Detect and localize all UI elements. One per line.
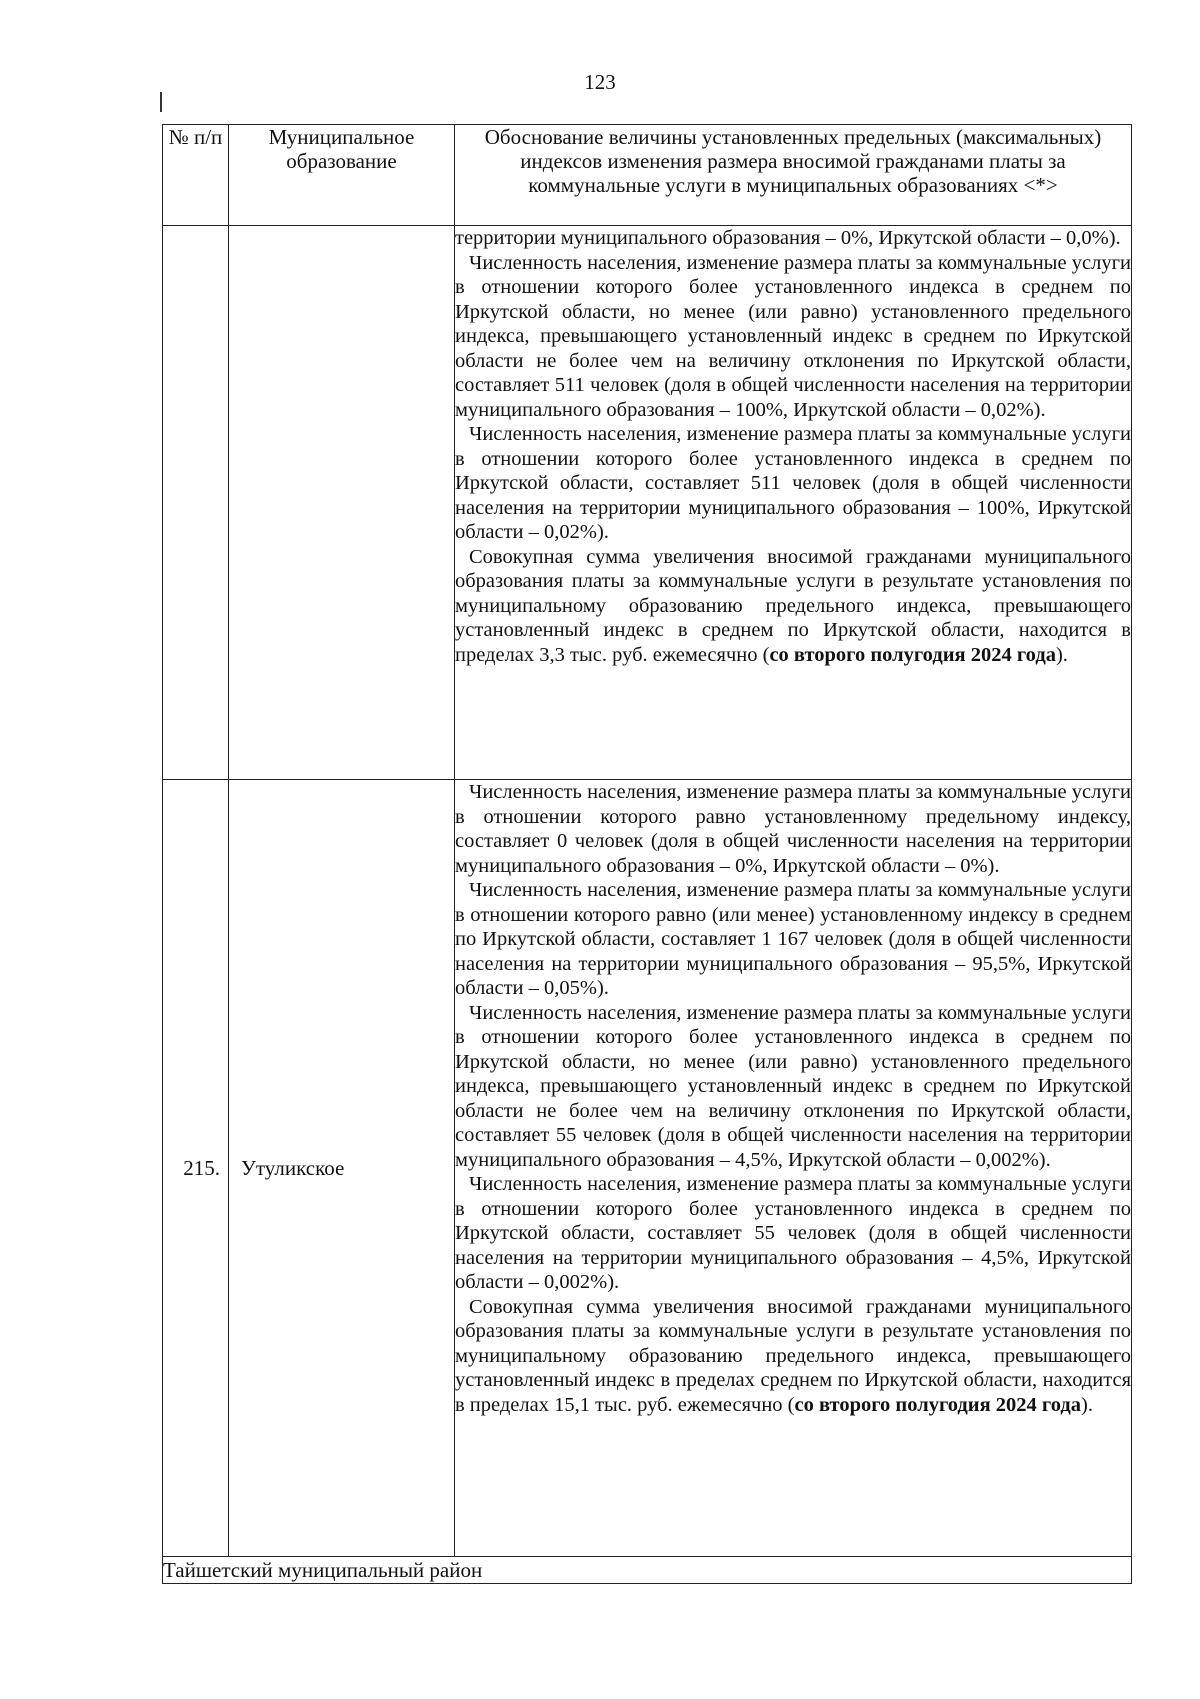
table-header-row [163,125,1132,226]
summary-period: со второго полугодия 2024 года [769,643,1056,666]
header-municipality: Муниципальное образование [229,125,455,226]
district-name: Тайшетский муниципальный район [163,1557,1132,1584]
header-justification: Обоснование величины установленных предельных (максимальных) индексов изменения размера вносимой гражданами платы за коммунальные услуги в муниципальных образованиях <*> [455,125,1132,226]
summary-text: Совокупная сумма увеличения вносимой гражданами муниципального образования платы за коммунальные услуги в результате установления по муниципальному образованию предельного индекса, превышающего установленный индекс в среднем по Иркутской области, находится в пределах 3,3 тыс. руб. ежемесячно ( [455,545,1131,666]
district-row [163,1557,1132,1584]
page-number: 123 [584,70,616,94]
row-justification [455,226,1132,780]
summary-paragraph [455,1295,1131,1418]
paragraph: Численность населения, изменение размера платы за коммунальные услуги в отношении которого более установленного индекса в среднем по Иркутской области, но менее (или равно) установленного предельного индекса, превышающего установленный индекс в среднем по Иркутской области не более чем на величину отклонения по Иркутской области, составляет 511 человек (доля в общей численности населения на территории муниципального образования – 100%, Иркутской области – 0,02%). [455,251,1131,421]
row-municipality [229,226,455,780]
summary-paragraph [455,545,1131,668]
summary-end: ). [1081,1393,1093,1416]
row-justification [455,780,1132,1557]
paragraph: Численность населения, изменение размера платы за коммунальные услуги в отношении которого более установленного индекса в среднем по Иркутской области, но менее (или равно) установленного предельного индекса, превышающего установленный индекс в среднем по Иркутской области не более чем на величину отклонения по Иркутской области, составляет 55 человек (доля в общей численности населения на территории муниципального образования – 4,5%, Иркутской области – 0,002%). [455,1001,1131,1171]
table-row [163,226,1132,780]
paragraph: Численность населения, изменение размера платы за коммунальные услуги в отношении которого более установленного индекса в среднем по Иркутской области, составляет 55 человек (доля в общей численности населения на территории муниципального образования – 4,5%, Иркутской области – 0,002%). [455,1173,1131,1293]
header-num: № п/п [163,125,229,226]
paragraph: Численность населения, изменение размера платы за коммунальные услуги в отношении которого более установленного индекса в среднем по Иркутской области, составляет 511 человек (доля в общей численности населения на территории муниципального образования – 100%, Иркутской области – 0,02%). [455,423,1131,543]
summary-end: ). [1055,643,1068,666]
summary-period: со второго полугодия 2024 года [794,1393,1082,1416]
row-municipality: Утуликское [229,780,455,1557]
paragraph: Численность населения, изменение размера платы за коммунальные услуги в отношении которого равно (или менее) установленному индексу в среднем по Иркутской области, составляет 1 167 человек (доля в общей численности населения на территории муниципального образования – 95,5%, Иркутской области – 0,05%). [455,879,1131,999]
row-number [163,226,229,780]
paragraph: Численность населения, изменение размера платы за коммунальные услуги в отношении которого равно установленному предельному индексу, составляет 0 человек (доля в общей численности населения на территории муниципального образования – 0%, Иркутской области – 0%). [455,781,1131,877]
indices-table [162,124,1132,1584]
margin-mark [160,92,162,112]
table-row [163,780,1132,1557]
summary-text: Совокупная сумма увеличения вносимой гражданами муниципального образования платы за коммунальные услуги в результате установления по муниципальному образованию предельного индекса, превышающего установленный индекс в пределах среднем по Иркутской области, находится в пределах 15,1 тыс. руб. ежемесячно ( [455,1295,1131,1416]
row-number: 215. [163,780,229,1557]
paragraph: территории муниципального образования – 0%, Иркутской области – 0,0%). [455,227,1121,249]
